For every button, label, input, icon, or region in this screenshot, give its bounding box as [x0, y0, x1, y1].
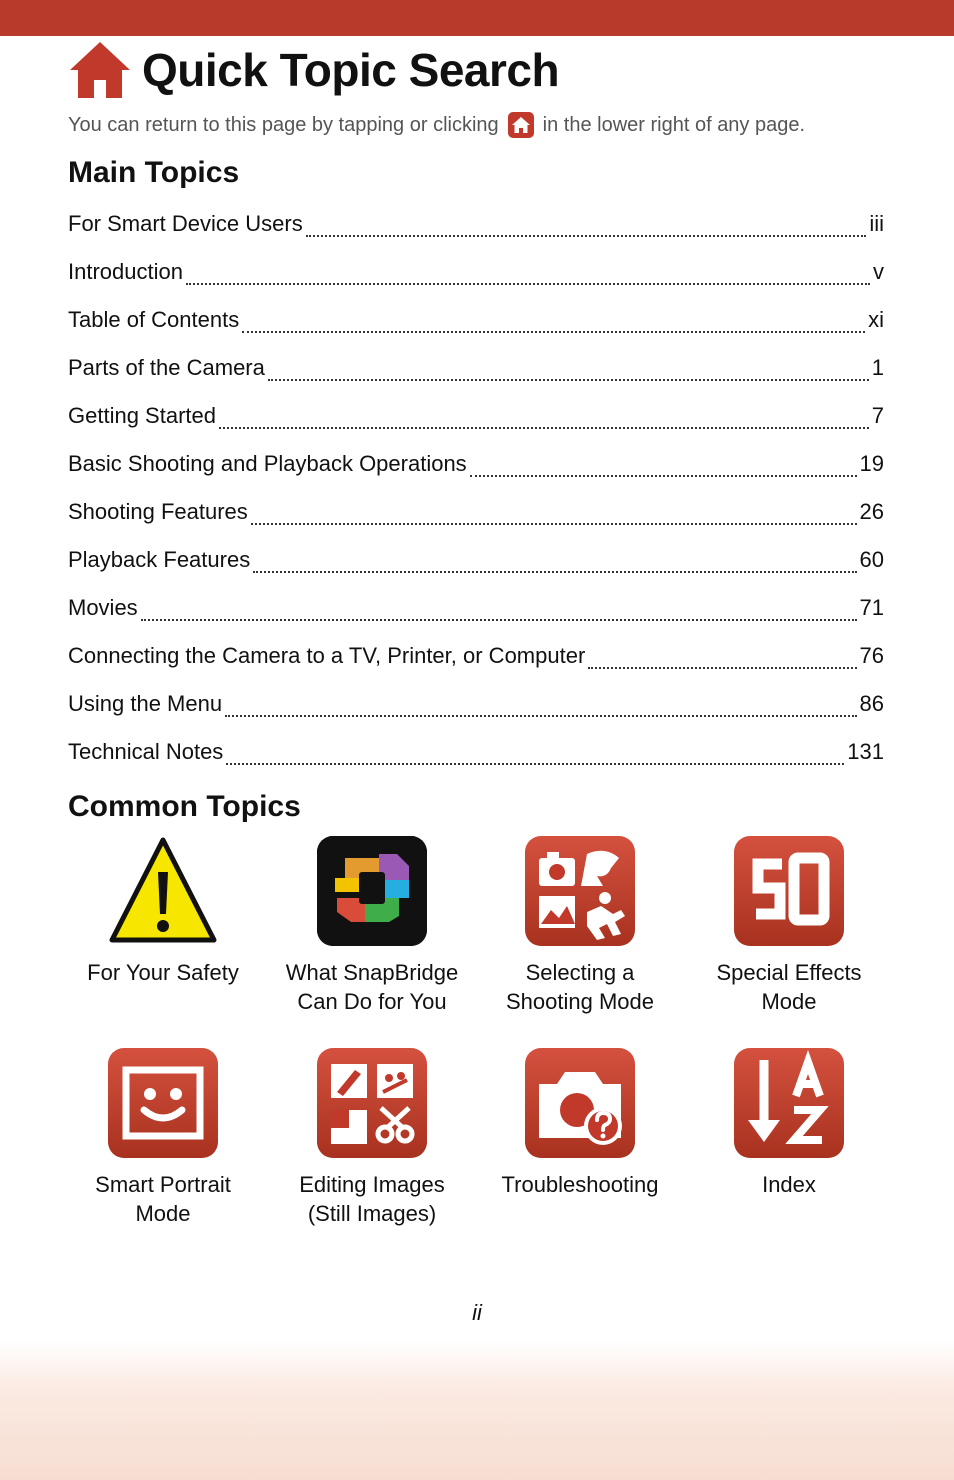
toc-title: Playback Features	[68, 547, 251, 572]
tile-label: Troubleshooting	[501, 1172, 659, 1197]
toc-row[interactable]	[68, 536, 884, 584]
title-row	[68, 38, 559, 102]
tile-troubleshooting[interactable]	[480, 1048, 680, 1199]
bottom-fade	[0, 1340, 954, 1480]
home-icon[interactable]	[68, 38, 132, 102]
toc-title: Movies	[68, 595, 138, 620]
toc-leader	[588, 653, 856, 669]
toc-page: 26	[859, 499, 884, 524]
small-home-icon	[508, 112, 534, 138]
page-title: Quick Topic Search	[142, 44, 560, 96]
toc-leader	[141, 605, 857, 621]
snapbridge-icon	[317, 836, 427, 946]
toc-title: Introduction	[68, 259, 183, 284]
tile-smart-portrait[interactable]	[63, 1048, 263, 1228]
toc-leader	[268, 365, 869, 381]
toc-leader	[226, 749, 844, 765]
toc-title: Using the Menu	[68, 691, 223, 716]
tile-shooting-mode[interactable]	[480, 836, 680, 1016]
toc-title: Connecting the Camera to a TV, Printer, or Computer	[68, 643, 586, 668]
toc-title: Basic Shooting and Playback Operations	[68, 451, 467, 476]
main-topics-heading: Main Topics	[68, 156, 240, 189]
toc-row[interactable]	[68, 344, 884, 392]
toc-leader	[225, 701, 856, 717]
tile-index[interactable]	[689, 1048, 889, 1199]
tile-label: Index	[762, 1172, 816, 1197]
toc-title: For Smart Device Users	[68, 211, 303, 236]
tile-special-effects[interactable]	[689, 836, 889, 1016]
main-topics-list	[68, 200, 884, 776]
toc-row[interactable]	[68, 248, 884, 296]
toc-page: 76	[859, 643, 884, 668]
toc-page: iii	[869, 211, 884, 236]
toc-title: Technical Notes	[68, 739, 224, 764]
common-topics-heading: Common Topics	[68, 790, 301, 823]
toc-row[interactable]	[68, 728, 884, 776]
tile-label: Selecting a Shooting Mode	[506, 960, 654, 1014]
tile-label: For Your Safety	[87, 960, 239, 985]
toc-row[interactable]	[68, 488, 884, 536]
shooting-mode-icon	[525, 836, 635, 946]
toc-title: Getting Started	[68, 403, 216, 428]
toc-leader	[306, 221, 867, 237]
tile-snapbridge[interactable]	[272, 836, 472, 1016]
toc-page: 19	[859, 451, 884, 476]
toc-page: 60	[859, 547, 884, 572]
toc-title: Table of Contents	[68, 307, 240, 332]
toc-title: Shooting Features	[68, 499, 248, 524]
toc-leader	[186, 269, 870, 285]
toc-leader	[253, 557, 856, 573]
toc-page: 131	[847, 739, 884, 764]
toc-page: 71	[859, 595, 884, 620]
toc-row[interactable]	[68, 200, 884, 248]
tile-label: Special Effects Mode	[716, 960, 862, 1014]
toc-row[interactable]	[68, 392, 884, 440]
subtitle-text-after: in the lower right of any page.	[542, 113, 806, 136]
tile-label: What SnapBridge Can Do for You	[285, 960, 459, 1014]
toc-row[interactable]	[68, 296, 884, 344]
toc-leader	[219, 413, 869, 429]
top-accent-bar	[0, 0, 954, 36]
tile-for-your-safety[interactable]	[63, 836, 263, 987]
special-effects-icon	[734, 836, 844, 946]
toc-page: 1	[871, 355, 884, 380]
index-icon	[734, 1048, 844, 1158]
toc-row[interactable]	[68, 632, 884, 680]
toc-leader	[242, 317, 865, 333]
toc-leader	[251, 509, 857, 525]
toc-row[interactable]	[68, 584, 884, 632]
toc-title: Parts of the Camera	[68, 355, 265, 380]
tile-label: Smart Portrait Mode	[95, 1172, 231, 1226]
troubleshooting-icon	[525, 1048, 635, 1158]
toc-page: xi	[868, 307, 884, 332]
toc-row[interactable]	[68, 680, 884, 728]
toc-page: v	[873, 259, 884, 284]
toc-leader	[470, 461, 857, 477]
tile-label: Editing Images (Still Images)	[299, 1172, 445, 1226]
toc-page: 86	[859, 691, 884, 716]
warning-icon	[108, 836, 218, 946]
toc-page: 7	[871, 403, 884, 428]
subtitle-text-before: You can return to this page by tapping or clicking	[68, 113, 499, 136]
toc-row[interactable]	[68, 440, 884, 488]
page-number: ii	[472, 1300, 482, 1325]
smart-portrait-icon	[108, 1048, 218, 1158]
editing-icon	[317, 1048, 427, 1158]
subtitle	[68, 112, 805, 138]
tile-editing-images[interactable]	[272, 1048, 472, 1228]
